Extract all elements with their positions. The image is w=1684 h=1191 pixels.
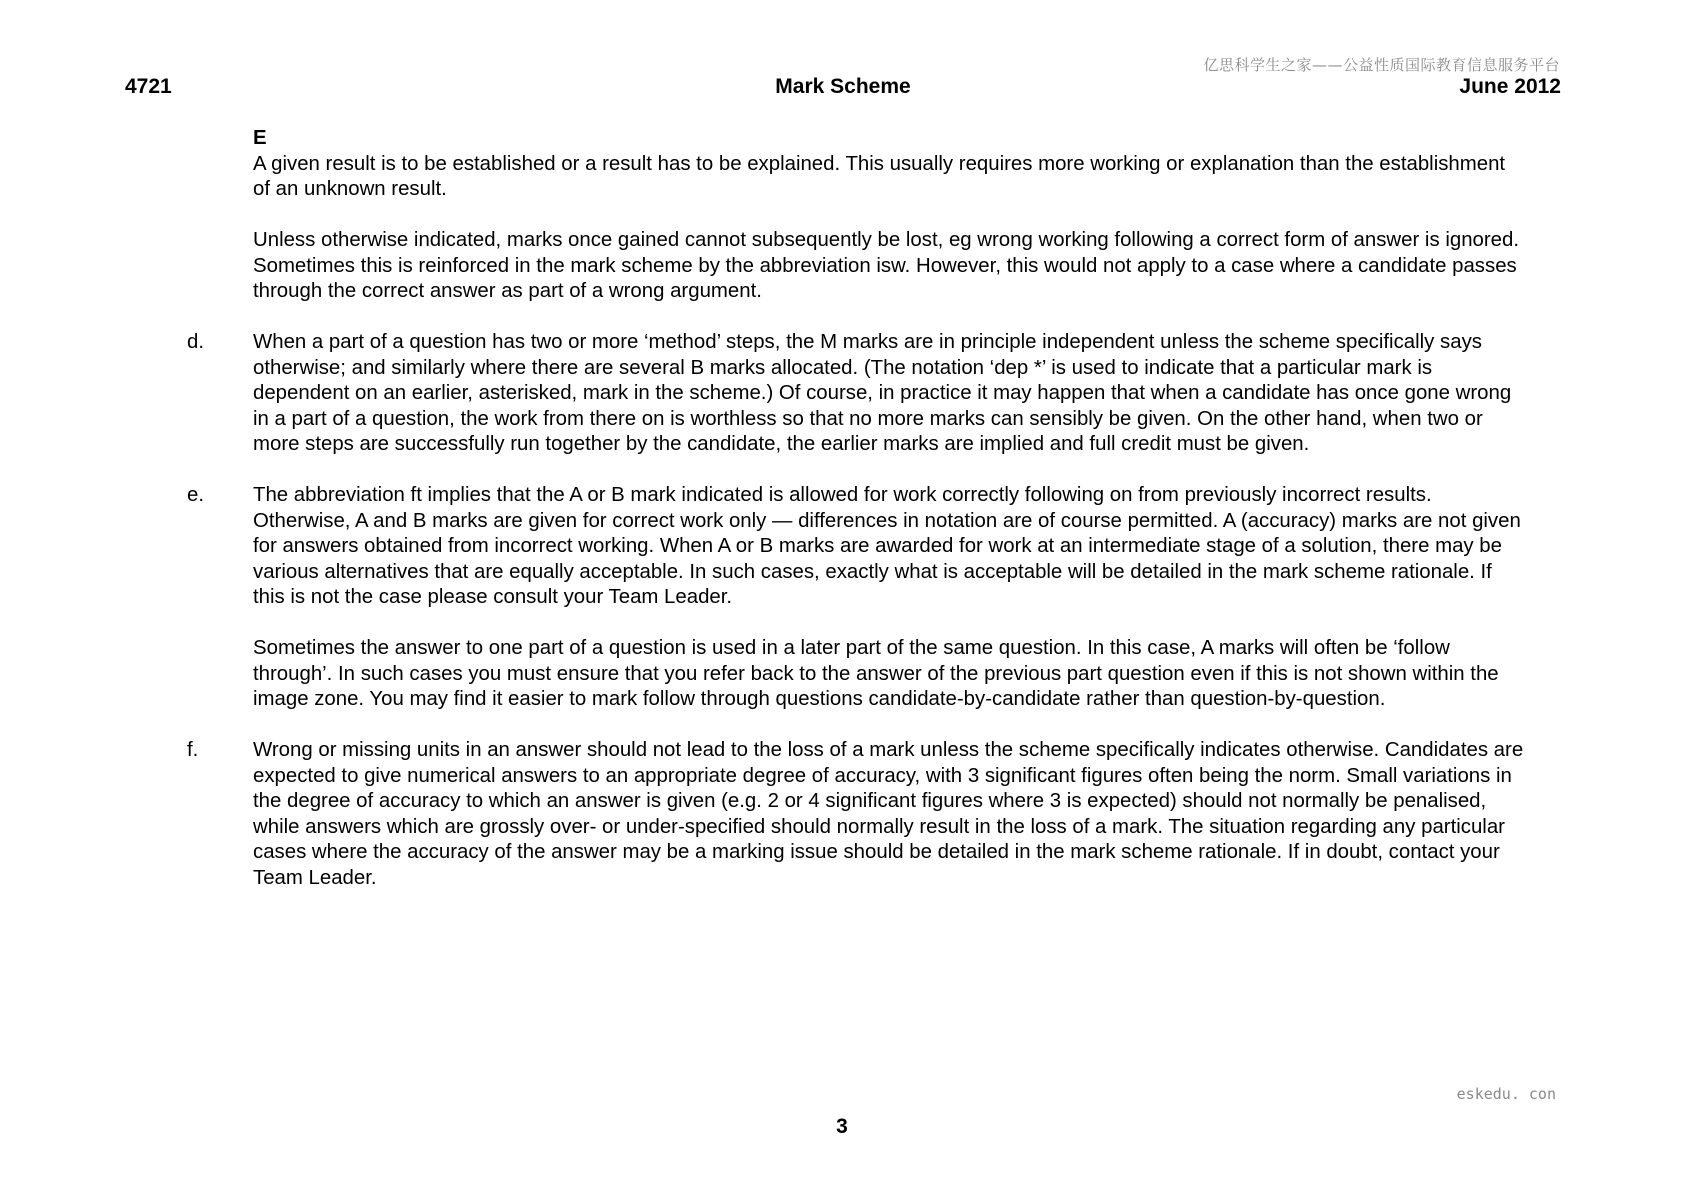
list-item-d [187,330,1527,458]
footer-watermark: eskedu. con [1456,1085,1556,1103]
section-e-text-content: A given result is to be established or a result has to be explained. This usually requires more working or explanation than the establishment of an unknown result. [253,152,1506,200]
paragraph-isw [187,228,1527,305]
list-item-f [187,738,1527,891]
paragraph-follow-through [187,636,1527,713]
watermark-top: 亿思科学生之家——公益性质国际教育信息服务平台 [1203,56,1560,74]
paper-code: 4721 [125,75,172,98]
page-header [125,75,1561,103]
section-e-heading: E [253,127,267,149]
list-marker-d: d. [187,331,205,353]
paragraph-isw-text: Unless otherwise indicated, marks once gained cannot subsequently be lost, eg wrong working following a correct form of answer is ignored. Sometimes this is reinforced in the mark scheme by the abbreviation isw. However, this would not apply to a case where a candidate passes through the correct answer as part of a wrong argument. [253,229,1520,302]
list-item-e [187,483,1527,611]
list-item-f-text: Wrong or missing units in an answer should not lead to the loss of a mark unless the scheme specifically indicates otherwise. Candidates are expected to give numerical answers to an appropriate degree of accuracy, with 3 significant figures often being the norm. Small variations in the degree of accuracy to which an answer is given (e.g. 2 or 4 significant figures where 3 is expected) should not normally be penalised, while answers which are grossly over- or under-specified should normally result in the loss of a mark. The situation regarding any particular cases where the accuracy of the answer may be a marking issue should be detailed in the mark scheme rationale. If in doubt, contact your Team Leader. [253,739,1524,889]
list-marker-f: f. [187,739,199,761]
document-body [187,126,1527,917]
section-e-text [187,152,1527,203]
paragraph-follow-through-text: Sometimes the answer to one part of a question is used in a later part of the same question. In this case, A marks will often be ‘follow through’. In such cases you must ensure that you refer back to the answer of the previous part question even if this is not shown within the image zone. You may find it easier to mark follow through questions candidate-by-candidate rather than question-by-question. [253,637,1499,710]
exam-date: June 2012 [1459,75,1561,98]
page-number: 3 [836,1115,848,1138]
page-title: Mark Scheme [775,75,911,98]
list-marker-e: e. [187,484,205,506]
list-item-d-text: When a part of a question has two or more ‘method’ steps, the M marks are in principle independent unless the scheme specifically says otherwise; and similarly where there are several B marks allocated. (The notation ‘dep *’ is used to indicate that a particular mark is dependent on an earlier, asterisked, mark in the scheme.) Of course, in practice it may happen that when a candidate has once gone wrong in a part of a question, the work from there on is worthless so that no more marks can sensibly be given. On the other hand, when two or more steps are successfully run together by the candidate, the earlier marks are implied and full credit must be given. [253,331,1512,455]
list-item-e-text: The abbreviation ft implies that the A or B mark indicated is allowed for work correctly following on from previously incorrect results. Otherwise, A and B marks are given for correct work only — differences in notation are of course permitted. A (accuracy) marks are not given for answers obtained from incorrect working. When A or B marks are awarded for work at an intermediate stage of a solution, there may be various alternatives that are equally acceptable. In such cases, exactly what is acceptable will be detailed in the mark scheme rationale. If this is not the case please consult your Team Leader. [253,484,1521,608]
